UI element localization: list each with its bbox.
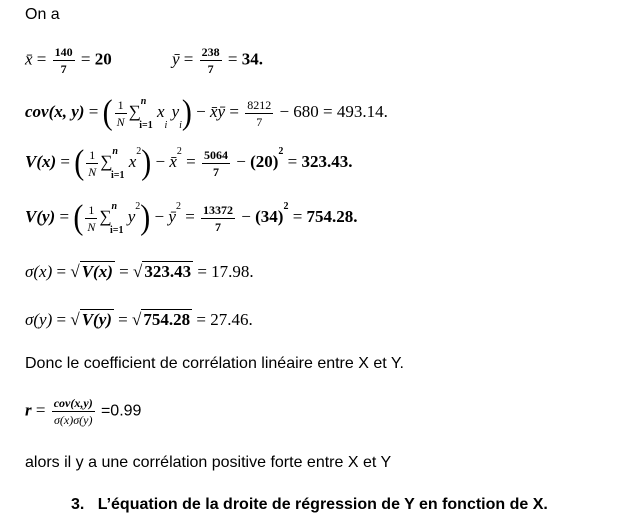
sigma-x-equation: σ(x) = √ V(x) = √ 323.43 = 17.98. (25, 262, 254, 281)
section-heading (71, 496, 548, 514)
mean-y-fraction: $\frac{238}{7}$ (201, 45, 220, 76)
mean-x-symbol: x̄ (25, 49, 33, 69)
sigma-y-value: 27.46. (210, 310, 253, 329)
sigma-x-value: 17.98. (211, 262, 254, 281)
correlation-equation: r = $\frac{\text{cov(x,y)}}{\sigma(x)\sigma(y)}$ =0.99 (25, 396, 142, 427)
var-x-symbol: V(x) (25, 151, 57, 171)
variance-x-equation: V(x) = ( $\frac{1}{N}$ ∑$^n$i=1 $x^2$) − x̄$^2$ = $\frac{5064}{7}$ − $(20)^2 = 323.43$. (25, 143, 353, 182)
conclusion-text: alors il y a une corrélation positive forte entre X et Y (25, 454, 392, 471)
sigma-x-symbol: σ(x) (25, 262, 53, 281)
mean-y-equation: ȳ = $\frac{238}{7}$ = 34. (172, 45, 263, 76)
var-y-value: 754.28. (306, 206, 358, 226)
variance-y-equation: V(y) = ( $\frac{1}{N}$ ∑$^n$i=1 $y^2$) − $ȳ^2$ = $\frac{13372}{7}$ − $(34)^2 = 754.28$. (25, 198, 358, 237)
covariance-equation: cov(x, y) = ( $\frac{1}{N}$ ∑$^n$i=1 xi yi) − x̄ȳ = $\frac{8212}{7}$ − 680 = 493.14. (25, 93, 388, 132)
var-y-symbol: V(y) (25, 206, 56, 226)
mean-x-equation: x̄ = $\frac{140}{7}$ = 20 (25, 45, 112, 76)
cov-value: 493.14. (336, 101, 388, 121)
section-title: L’équation de la droite de régression de Y en fonction de X. (97, 496, 548, 513)
section-number: 3. (71, 496, 85, 513)
sigma-y-equation: σ(y) = √ V(y) = √ 754.28 = 27.46. (25, 310, 253, 329)
mean-y-symbol: ȳ (172, 49, 180, 69)
var-x-value: 323.43. (301, 151, 353, 171)
cov-symbol: cov(x, y) (25, 101, 85, 121)
intro-text: On a (25, 6, 60, 23)
sigma-y-symbol: σ(y) (25, 310, 53, 329)
mean-y-value: 34. (241, 49, 263, 69)
r-symbol: r (25, 400, 32, 420)
mean-x-value: 20 (94, 49, 112, 69)
conclusion-intro-text: Donc le coefficient de corrélation linéaire entre X et Y. (25, 355, 404, 372)
mean-x-fraction: $\frac{140}{7}$ (54, 45, 73, 76)
r-value: =0.99 (100, 402, 142, 420)
